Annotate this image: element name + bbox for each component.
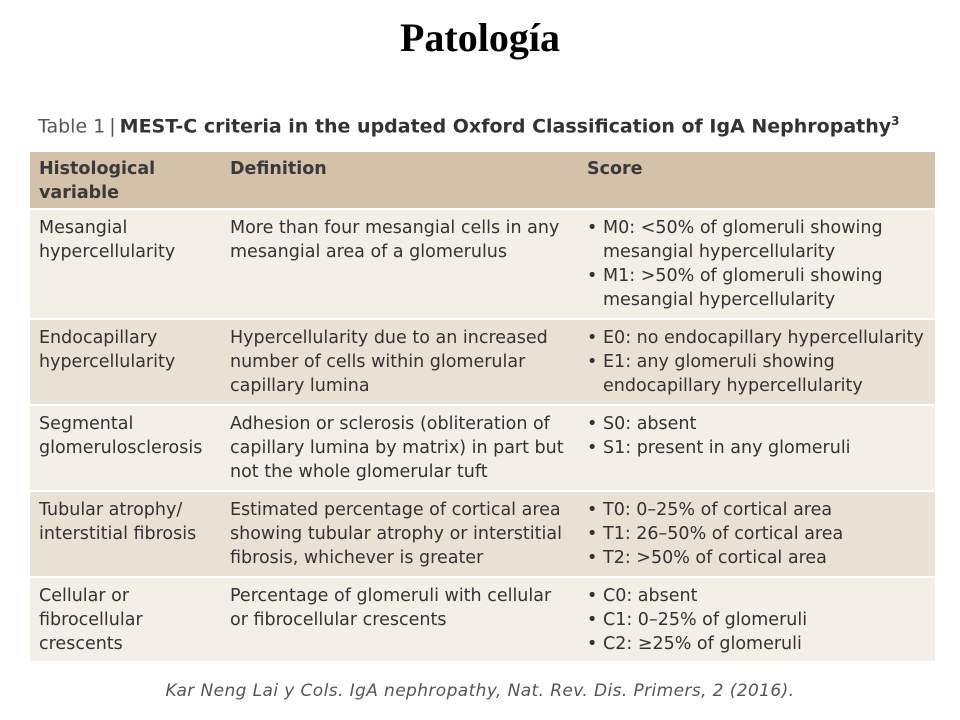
score-item: • C1: 0–25% of glomeruli [587, 608, 927, 632]
citation: Kar Neng Lai y Cols. IgA nephropathy, Nat. Rev. Dis. Primers, 2 (2016). [165, 681, 795, 701]
table-body [30, 209, 935, 661]
score-item: • C2: ≥25% of glomeruli [587, 632, 927, 656]
cell-score [578, 209, 935, 319]
header-definition: Definition [230, 159, 327, 179]
table-caption-title: MEST-C criteria in the updated Oxford Classification of IgA Nephropathy [119, 115, 892, 138]
table-caption-reference: 3 [891, 114, 900, 128]
cell-histological-variable: Tubular atrophy/ interstitial fibrosis [39, 500, 197, 544]
slide-title: Patología [400, 15, 560, 60]
score-list [587, 326, 927, 398]
score-item: • T1: 26–50% of cortical area [587, 522, 927, 546]
score-item: • S0: absent [587, 412, 927, 436]
score-item: • T2: >50% of cortical area [587, 546, 927, 570]
table-row [30, 405, 935, 491]
cell-histological-variable: Mesangial hypercellularity [39, 218, 176, 262]
header-score: Score [587, 159, 643, 179]
table-row [30, 209, 935, 319]
cell-histological-variable: Endocapillary hypercellularity [39, 328, 176, 372]
cell-definition: Percentage of glomeruli with cellular or fibrocellular crescents [230, 586, 552, 630]
cell-definition: More than four mesangial cells in any mesangial area of a glomerulus [230, 218, 560, 262]
mest-c-table [30, 152, 935, 661]
cell-histological-variable: Cellular or fibrocellular crescents [39, 586, 143, 654]
cell-definition: Hypercellularity due to an increased number of cells within glomerular capillary lumina [230, 328, 548, 396]
cell-definition: Adhesion or sclerosis (obliteration of capillary lumina by matrix) in part but not the whole glomerular tuft [230, 414, 564, 482]
table-row [30, 577, 935, 661]
score-item: • E1: any glomeruli showing endocapillary hypercellularity [587, 350, 927, 398]
table-caption [38, 114, 900, 137]
cell-score [578, 319, 935, 405]
table-row [30, 319, 935, 405]
table-header-row [30, 152, 935, 209]
score-item: • M1: >50% of glomeruli showing mesangial hypercellularity [587, 264, 927, 312]
cell-definition: Estimated percentage of cortical area showing tubular atrophy or interstitial fibrosis, whichever is greater [230, 500, 562, 568]
score-item: • S1: present in any glomeruli [587, 436, 927, 460]
score-list [587, 498, 927, 570]
cell-score [578, 577, 935, 661]
score-item: • C0: absent [587, 584, 927, 608]
score-item: • M0: <50% of glomeruli showing mesangial hypercellularity [587, 216, 927, 264]
header-histological-variable: Histological variable [39, 159, 156, 203]
table-caption-label: Table 1 [38, 115, 106, 138]
cell-score [578, 405, 935, 491]
score-list [587, 412, 927, 460]
score-item: • T0: 0–25% of cortical area [587, 498, 927, 522]
score-list [587, 584, 927, 656]
cell-score [578, 491, 935, 577]
table-caption-separator: | [109, 115, 116, 138]
score-item: • E0: no endocapillary hypercellularity [587, 326, 927, 350]
score-list [587, 216, 927, 312]
cell-histological-variable: Segmental glomerulosclerosis [39, 414, 203, 458]
table-row [30, 491, 935, 577]
